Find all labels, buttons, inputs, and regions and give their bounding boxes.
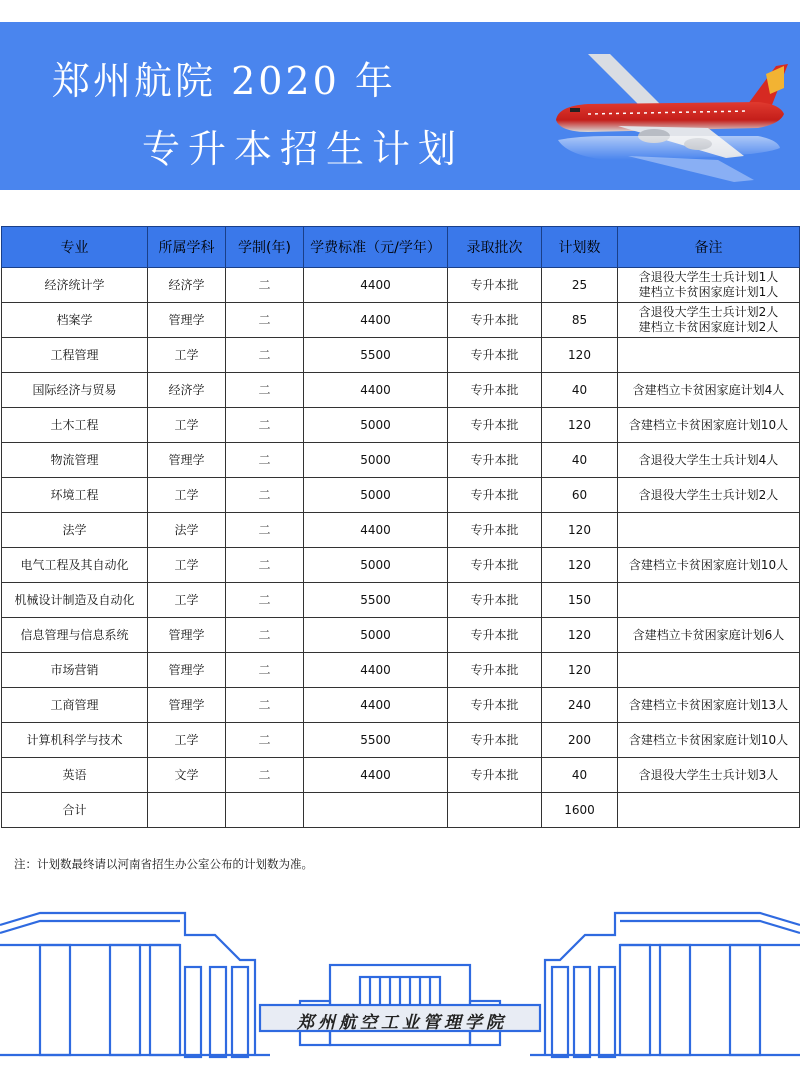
cell-fee: 5000 bbox=[304, 478, 448, 513]
cell-subject: 法学 bbox=[148, 513, 226, 548]
cell-batch: 专升本批 bbox=[448, 443, 542, 478]
cell-subject: 管理学 bbox=[148, 443, 226, 478]
table-row bbox=[2, 653, 800, 688]
cell-years: 二 bbox=[226, 618, 304, 653]
cell-plan: 240 bbox=[542, 688, 618, 723]
column-header: 计划数 bbox=[542, 227, 618, 268]
page-title-line1: 郑州航院 2020 年 bbox=[52, 59, 396, 103]
table-row bbox=[2, 303, 800, 338]
cell-years: 二 bbox=[226, 653, 304, 688]
cell-batch bbox=[448, 793, 542, 828]
table-row bbox=[2, 548, 800, 583]
cell-batch: 专升本批 bbox=[448, 688, 542, 723]
school-name-logo: 郑州航空工业管理学院 bbox=[297, 1013, 507, 1033]
table-row bbox=[2, 268, 800, 303]
cell-note bbox=[618, 583, 800, 618]
cell-fee: 5000 bbox=[304, 443, 448, 478]
cell-note bbox=[618, 653, 800, 688]
cell-major: 环境工程 bbox=[2, 478, 148, 513]
cell-note: 含退役大学生士兵计划1人 建档立卡贫困家庭计划1人 bbox=[618, 268, 800, 303]
cell-major: 土木工程 bbox=[2, 408, 148, 443]
cell-note: 含退役大学生士兵计划2人 建档立卡贫困家庭计划2人 bbox=[618, 303, 800, 338]
cell-major: 工商管理 bbox=[2, 688, 148, 723]
table-body bbox=[2, 268, 800, 828]
cell-major: 合计 bbox=[2, 793, 148, 828]
cell-fee: 4400 bbox=[304, 513, 448, 548]
cell-batch: 专升本批 bbox=[448, 583, 542, 618]
cell-major: 市场营销 bbox=[2, 653, 148, 688]
cell-plan: 120 bbox=[542, 618, 618, 653]
airplane-icon bbox=[548, 44, 800, 184]
cell-major: 国际经济与贸易 bbox=[2, 373, 148, 408]
table-row bbox=[2, 723, 800, 758]
column-header: 专业 bbox=[2, 227, 148, 268]
cell-subject: 文学 bbox=[148, 758, 226, 793]
table-row bbox=[2, 338, 800, 373]
cell-subject: 经济学 bbox=[148, 373, 226, 408]
table-row bbox=[2, 443, 800, 478]
cell-plan: 200 bbox=[542, 723, 618, 758]
cell-major: 计算机科学与技术 bbox=[2, 723, 148, 758]
cell-years: 二 bbox=[226, 723, 304, 758]
cell-note: 含退役大学生士兵计划3人 bbox=[618, 758, 800, 793]
cell-subject: 管理学 bbox=[148, 653, 226, 688]
cell-plan: 120 bbox=[542, 653, 618, 688]
table-row bbox=[2, 793, 800, 828]
table-row bbox=[2, 758, 800, 793]
cell-years: 二 bbox=[226, 513, 304, 548]
cell-fee: 5000 bbox=[304, 548, 448, 583]
table-row bbox=[2, 373, 800, 408]
cell-years: 二 bbox=[226, 408, 304, 443]
cell-major: 档案学 bbox=[2, 303, 148, 338]
cell-plan: 1600 bbox=[542, 793, 618, 828]
table-row bbox=[2, 513, 800, 548]
cell-subject: 工学 bbox=[148, 723, 226, 758]
cell-subject: 管理学 bbox=[148, 303, 226, 338]
column-header: 学费标准（元/学年） bbox=[304, 227, 448, 268]
table-header-row bbox=[2, 227, 800, 268]
cell-plan: 150 bbox=[542, 583, 618, 618]
cell-major: 英语 bbox=[2, 758, 148, 793]
cell-major: 工程管理 bbox=[2, 338, 148, 373]
cell-major: 电气工程及其自动化 bbox=[2, 548, 148, 583]
table-row bbox=[2, 688, 800, 723]
cell-fee: 4400 bbox=[304, 268, 448, 303]
enrollment-plan-table bbox=[1, 226, 800, 828]
cell-batch: 专升本批 bbox=[448, 723, 542, 758]
cell-plan: 40 bbox=[542, 758, 618, 793]
cell-major: 信息管理与信息系统 bbox=[2, 618, 148, 653]
footnote: 注：计划数最终请以河南省招生办公室公布的计划数为准。 bbox=[14, 857, 313, 871]
cell-years: 二 bbox=[226, 443, 304, 478]
cell-note: 含建档立卡贫困家庭计划4人 bbox=[618, 373, 800, 408]
cell-plan: 120 bbox=[542, 548, 618, 583]
title-banner bbox=[0, 22, 800, 190]
table-row bbox=[2, 408, 800, 443]
cell-batch: 专升本批 bbox=[448, 548, 542, 583]
cell-major: 法学 bbox=[2, 513, 148, 548]
cell-batch: 专升本批 bbox=[448, 758, 542, 793]
cell-years: 二 bbox=[226, 268, 304, 303]
cell-plan: 120 bbox=[542, 338, 618, 373]
cell-note: 含退役大学生士兵计划2人 bbox=[618, 478, 800, 513]
cell-plan: 85 bbox=[542, 303, 618, 338]
cell-subject: 管理学 bbox=[148, 618, 226, 653]
cell-batch: 专升本批 bbox=[448, 303, 542, 338]
cell-years: 二 bbox=[226, 548, 304, 583]
cell-fee: 5500 bbox=[304, 723, 448, 758]
cell-fee: 4400 bbox=[304, 758, 448, 793]
cell-subject: 工学 bbox=[148, 338, 226, 373]
cell-major: 机械设计制造及自动化 bbox=[2, 583, 148, 618]
cell-subject: 工学 bbox=[148, 548, 226, 583]
cell-note: 含退役大学生士兵计划4人 bbox=[618, 443, 800, 478]
cell-plan: 120 bbox=[542, 408, 618, 443]
campus-gate-illustration bbox=[0, 905, 800, 1070]
cell-plan: 120 bbox=[542, 513, 618, 548]
cell-fee: 5500 bbox=[304, 338, 448, 373]
cell-fee: 5000 bbox=[304, 618, 448, 653]
cell-years: 二 bbox=[226, 758, 304, 793]
cell-subject: 工学 bbox=[148, 583, 226, 618]
cell-years: 二 bbox=[226, 478, 304, 513]
cell-fee: 4400 bbox=[304, 303, 448, 338]
cell-fee: 4400 bbox=[304, 653, 448, 688]
cell-batch: 专升本批 bbox=[448, 268, 542, 303]
cell-batch: 专升本批 bbox=[448, 373, 542, 408]
cell-years: 二 bbox=[226, 338, 304, 373]
cell-plan: 60 bbox=[542, 478, 618, 513]
cell-batch: 专升本批 bbox=[448, 408, 542, 443]
table-row bbox=[2, 478, 800, 513]
cell-batch: 专升本批 bbox=[448, 478, 542, 513]
table-row bbox=[2, 618, 800, 653]
cell-subject: 经济学 bbox=[148, 268, 226, 303]
cell-batch: 专升本批 bbox=[448, 653, 542, 688]
cell-note: 含建档立卡贫困家庭计划6人 bbox=[618, 618, 800, 653]
cell-years: 二 bbox=[226, 688, 304, 723]
cell-subject bbox=[148, 793, 226, 828]
cell-note bbox=[618, 513, 800, 548]
cell-plan: 25 bbox=[542, 268, 618, 303]
cell-note: 含建档立卡贫困家庭计划13人 bbox=[618, 688, 800, 723]
column-header: 录取批次 bbox=[448, 227, 542, 268]
cell-fee: 4400 bbox=[304, 688, 448, 723]
cell-years: 二 bbox=[226, 303, 304, 338]
cell-note bbox=[618, 793, 800, 828]
cell-years: 二 bbox=[226, 583, 304, 618]
cell-subject: 工学 bbox=[148, 478, 226, 513]
cell-fee: 5000 bbox=[304, 408, 448, 443]
column-header: 所属学科 bbox=[148, 227, 226, 268]
cell-years: 二 bbox=[226, 373, 304, 408]
cell-major: 经济统计学 bbox=[2, 268, 148, 303]
cell-fee bbox=[304, 793, 448, 828]
cell-fee: 4400 bbox=[304, 373, 448, 408]
cell-plan: 40 bbox=[542, 443, 618, 478]
cell-fee: 5500 bbox=[304, 583, 448, 618]
column-header: 学制(年) bbox=[226, 227, 304, 268]
cell-major: 物流管理 bbox=[2, 443, 148, 478]
cell-years bbox=[226, 793, 304, 828]
cell-plan: 40 bbox=[542, 373, 618, 408]
cell-batch: 专升本批 bbox=[448, 338, 542, 373]
cell-subject: 管理学 bbox=[148, 688, 226, 723]
page-title-line2: 专升本招生计划 bbox=[142, 127, 465, 171]
cell-note: 含建档立卡贫困家庭计划10人 bbox=[618, 408, 800, 443]
cell-batch: 专升本批 bbox=[448, 513, 542, 548]
cell-note: 含建档立卡贫困家庭计划10人 bbox=[618, 723, 800, 758]
table-row bbox=[2, 583, 800, 618]
cell-subject: 工学 bbox=[148, 408, 226, 443]
cell-note bbox=[618, 338, 800, 373]
column-header: 备注 bbox=[618, 227, 800, 268]
cell-batch: 专升本批 bbox=[448, 618, 542, 653]
cell-note: 含建档立卡贫困家庭计划10人 bbox=[618, 548, 800, 583]
